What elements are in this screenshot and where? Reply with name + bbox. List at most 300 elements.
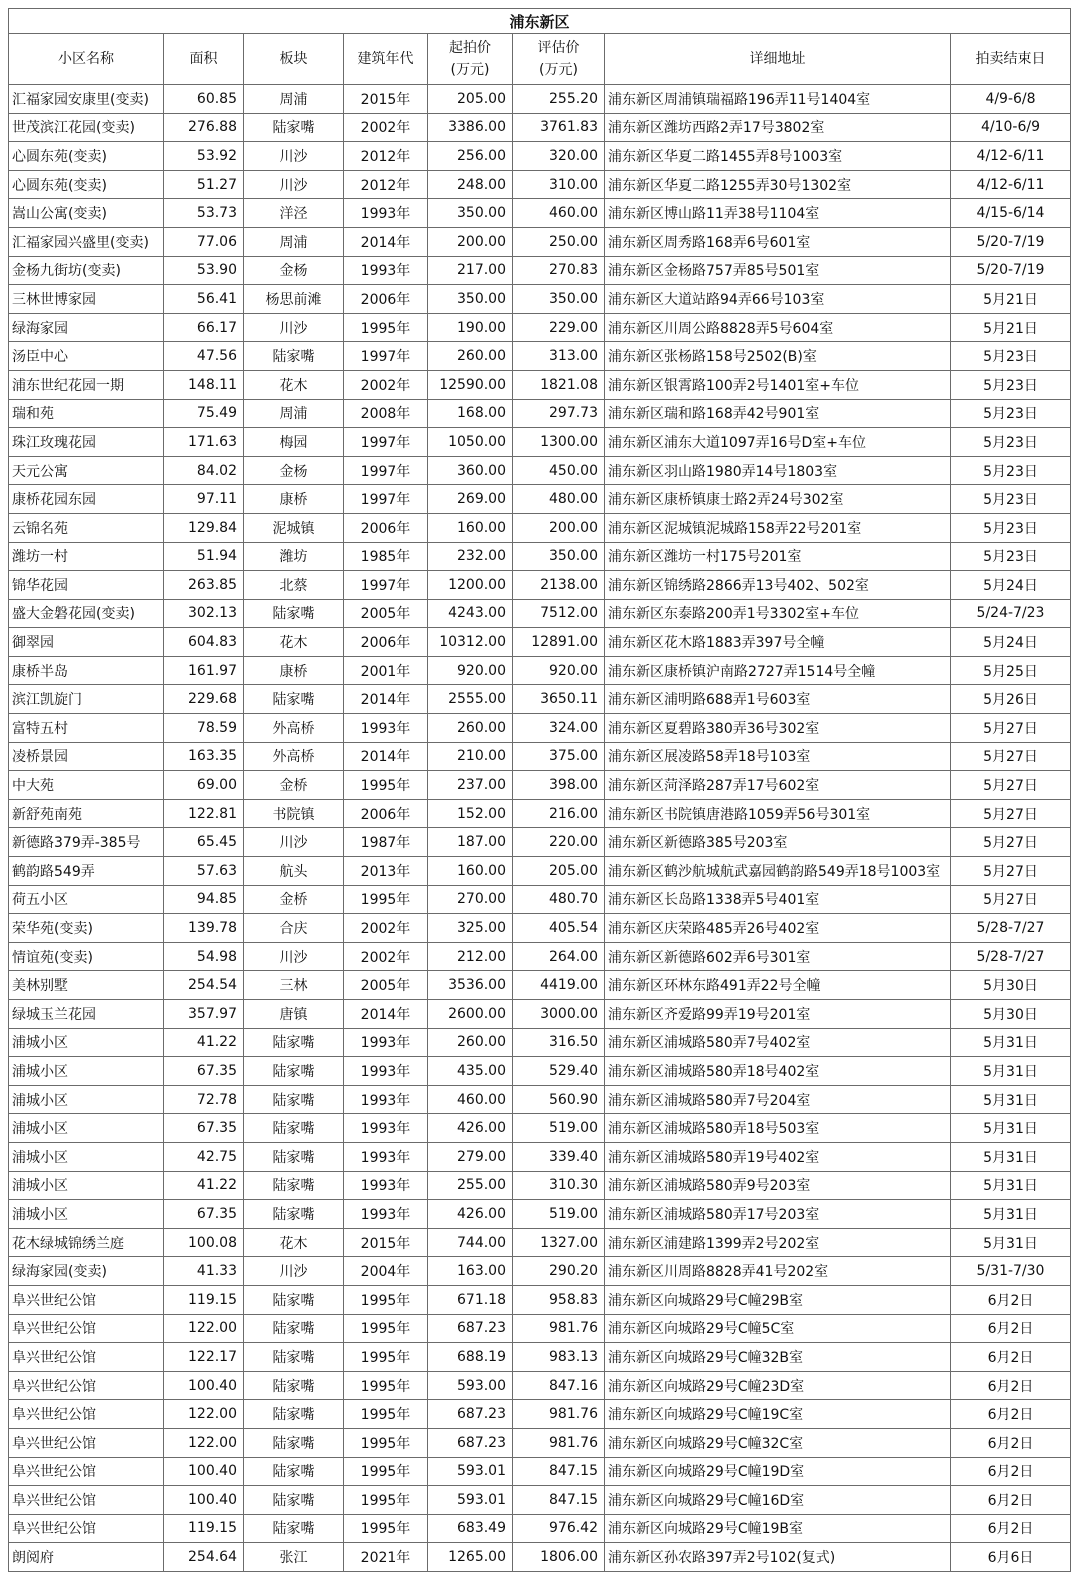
community-name-cell: 汇福家园兴盛里(变卖) [9,227,164,256]
build-year-cell: 2014年 [344,227,428,256]
column-header-auction-end-date: 拍卖结束日 [951,34,1071,85]
district-cell: 陆家嘴 [244,1457,344,1486]
district-cell: 陆家嘴 [244,1343,344,1372]
start-price-cell: 1200.00 [428,571,513,600]
auction-end-date-cell: 5月31日 [951,1171,1071,1200]
start-price-cell: 683.49 [428,1514,513,1543]
auction-table [8,8,1071,1572]
district-cell: 康桥 [244,485,344,514]
table-body [9,85,1071,1572]
district-cell: 洋泾 [244,199,344,228]
build-year-cell: 1987年 [344,828,428,857]
auction-end-date-cell: 5月31日 [951,1228,1071,1257]
table-row [9,1400,1071,1429]
start-price-cell: 260.00 [428,1028,513,1057]
appraisal-price-cell: 981.76 [513,1400,605,1429]
address-cell: 浦东新区花木路1883弄397号全幢 [605,628,951,657]
auction-end-date-cell: 5月27日 [951,714,1071,743]
district-cell: 川沙 [244,942,344,971]
address-cell: 浦东新区浦城路580弄18号503室 [605,1114,951,1143]
auction-end-date-cell: 5月23日 [951,342,1071,371]
address-cell: 浦东新区羽山路1980弄14号1803室 [605,456,951,485]
auction-end-date-cell: 6月6日 [951,1543,1071,1572]
address-cell: 浦东新区浦明路688弄1号603室 [605,685,951,714]
community-name-cell: 阜兴世纪公馆 [9,1457,164,1486]
district-cell: 梅园 [244,428,344,457]
table-row [9,742,1071,771]
area-cell: 69.00 [164,771,244,800]
start-price-cell: 920.00 [428,656,513,685]
district-cell: 金桥 [244,885,344,914]
area-cell: 67.35 [164,1200,244,1229]
start-price-cell: 279.00 [428,1142,513,1171]
auction-end-date-cell: 5月23日 [951,513,1071,542]
column-header-appraisal-price: 评估价 (万元) [513,34,605,85]
build-year-cell: 1993年 [344,199,428,228]
district-cell: 合庆 [244,914,344,943]
start-price-cell: 2600.00 [428,1000,513,1029]
area-cell: 60.85 [164,85,244,114]
appraisal-price-cell: 450.00 [513,456,605,485]
build-year-cell: 1995年 [344,1314,428,1343]
address-cell: 浦东新区展凌路58弄18号103室 [605,742,951,771]
community-name-cell: 新舒苑南苑 [9,799,164,828]
build-year-cell: 2001年 [344,656,428,685]
build-year-cell: 2015年 [344,1228,428,1257]
start-price-cell: 160.00 [428,513,513,542]
address-cell: 浦东新区向城路29号C幢16D室 [605,1486,951,1515]
community-name-cell: 朗阅府 [9,1543,164,1572]
address-cell: 浦东新区齐爱路99弄19号201室 [605,1000,951,1029]
column-header-district: 板块 [244,34,344,85]
table-row [9,599,1071,628]
area-cell: 122.00 [164,1400,244,1429]
address-cell: 浦东新区潍坊西路2弄17号3802室 [605,113,951,142]
address-cell: 浦东新区周浦镇瑞福路196弄11号1404室 [605,85,951,114]
build-year-cell: 1997年 [344,428,428,457]
appraisal-price-cell: 350.00 [513,542,605,571]
table-row [9,1171,1071,1200]
area-cell: 122.00 [164,1314,244,1343]
address-cell: 浦东新区康桥镇沪南路2727弄1514号全幢 [605,656,951,685]
area-cell: 139.78 [164,914,244,943]
table-row [9,1257,1071,1286]
area-cell: 94.85 [164,885,244,914]
start-price-cell: 687.23 [428,1314,513,1343]
appraisal-price-cell: 255.20 [513,85,605,114]
community-name-cell: 浦东世纪花园一期 [9,370,164,399]
area-cell: 100.08 [164,1228,244,1257]
table-row [9,85,1071,114]
auction-end-date-cell: 6月2日 [951,1343,1071,1372]
table-row [9,1543,1071,1572]
address-cell: 浦东新区向城路29号C幢23D室 [605,1371,951,1400]
appraisal-price-cell: 313.00 [513,342,605,371]
district-cell: 花木 [244,628,344,657]
district-cell: 陆家嘴 [244,1314,344,1343]
start-price-cell: 217.00 [428,256,513,285]
appraisal-price-cell: 324.00 [513,714,605,743]
auction-end-date-cell: 5/20-7/19 [951,256,1071,285]
build-year-cell: 2021年 [344,1543,428,1572]
address-cell: 浦东新区东泰路200弄1号3302室+车位 [605,599,951,628]
auction-end-date-cell: 6月2日 [951,1428,1071,1457]
address-cell: 浦东新区向城路29号C幢19B室 [605,1514,951,1543]
appraisal-price-cell: 3761.83 [513,113,605,142]
community-name-cell: 阜兴世纪公馆 [9,1371,164,1400]
address-cell: 浦东新区向城路29号C幢19D室 [605,1457,951,1486]
start-price-cell: 1265.00 [428,1543,513,1572]
auction-end-date-cell: 5月31日 [951,1142,1071,1171]
start-price-cell: 350.00 [428,285,513,314]
district-cell: 陆家嘴 [244,1171,344,1200]
community-name-cell: 瑞和苑 [9,399,164,428]
start-price-cell: 593.01 [428,1457,513,1486]
start-price-cell: 212.00 [428,942,513,971]
address-cell: 浦东新区夏碧路380弄36号302室 [605,714,951,743]
table-row [9,1343,1071,1372]
start-price-cell: 3386.00 [428,113,513,142]
column-header-build-year: 建筑年代 [344,34,428,85]
area-cell: 53.73 [164,199,244,228]
start-price-cell: 168.00 [428,399,513,428]
build-year-cell: 1997年 [344,342,428,371]
build-year-cell: 2012年 [344,142,428,171]
area-cell: 254.64 [164,1543,244,1572]
table-row [9,142,1071,171]
table-row [9,485,1071,514]
appraisal-price-cell: 398.00 [513,771,605,800]
auction-end-date-cell: 5月26日 [951,685,1071,714]
table-row [9,828,1071,857]
area-cell: 41.22 [164,1028,244,1057]
build-year-cell: 2002年 [344,914,428,943]
build-year-cell: 1993年 [344,256,428,285]
start-price-cell: 255.00 [428,1171,513,1200]
community-name-cell: 心圆东苑(变卖) [9,170,164,199]
table-row [9,685,1071,714]
start-price-cell: 200.00 [428,227,513,256]
table-row [9,1457,1071,1486]
district-cell: 三林 [244,971,344,1000]
community-name-cell: 浦城小区 [9,1085,164,1114]
community-name-cell: 富特五村 [9,714,164,743]
build-year-cell: 2002年 [344,370,428,399]
start-price-cell: 187.00 [428,828,513,857]
community-name-cell: 美林别墅 [9,971,164,1000]
address-cell: 浦东新区浦城路580弄19号402室 [605,1142,951,1171]
district-cell: 陆家嘴 [244,1514,344,1543]
build-year-cell: 2006年 [344,513,428,542]
start-price-cell: 260.00 [428,714,513,743]
start-price-cell: 12590.00 [428,370,513,399]
start-price-cell: 1050.00 [428,428,513,457]
district-cell: 金杨 [244,456,344,485]
build-year-cell: 2005年 [344,971,428,1000]
area-cell: 263.85 [164,571,244,600]
column-header-community-name: 小区名称 [9,34,164,85]
auction-end-date-cell: 5月23日 [951,370,1071,399]
appraisal-price-cell: 290.20 [513,1257,605,1286]
build-year-cell: 2002年 [344,113,428,142]
appraisal-price-cell: 976.42 [513,1514,605,1543]
build-year-cell: 1985年 [344,542,428,571]
table-row [9,456,1071,485]
auction-end-date-cell: 5月31日 [951,1028,1071,1057]
district-cell: 金杨 [244,256,344,285]
appraisal-price-cell: 1806.00 [513,1543,605,1572]
area-cell: 53.92 [164,142,244,171]
column-header-start-price: 起拍价 (万元) [428,34,513,85]
community-name-cell: 凌桥景园 [9,742,164,771]
address-cell: 浦东新区长岛路1338弄5号401室 [605,885,951,914]
auction-end-date-cell: 5月27日 [951,799,1071,828]
auction-end-date-cell: 5月27日 [951,857,1071,886]
area-cell: 357.97 [164,1000,244,1029]
auction-end-date-cell: 5/28-7/27 [951,942,1071,971]
address-cell: 浦东新区泥城镇泥城路158弄22号201室 [605,513,951,542]
build-year-cell: 1995年 [344,1457,428,1486]
community-name-cell: 世茂滨江花园(变卖) [9,113,164,142]
district-cell: 泥城镇 [244,513,344,542]
appraisal-price-cell: 847.16 [513,1371,605,1400]
area-cell: 67.35 [164,1114,244,1143]
start-price-cell: 688.19 [428,1343,513,1372]
auction-end-date-cell: 5/20-7/19 [951,227,1071,256]
address-cell: 浦东新区浦城路580弄9号203室 [605,1171,951,1200]
auction-end-date-cell: 5月27日 [951,828,1071,857]
table-row [9,1285,1071,1314]
start-price-cell: 152.00 [428,799,513,828]
start-price-cell: 671.18 [428,1285,513,1314]
district-cell: 陆家嘴 [244,1428,344,1457]
build-year-cell: 1995年 [344,1428,428,1457]
appraisal-price-cell: 519.00 [513,1200,605,1229]
build-year-cell: 2015年 [344,85,428,114]
address-cell: 浦东新区浦城路580弄18号402室 [605,1057,951,1086]
district-cell: 陆家嘴 [244,685,344,714]
table-row [9,285,1071,314]
community-name-cell: 情谊苑(变卖) [9,942,164,971]
district-cell: 陆家嘴 [244,1057,344,1086]
start-price-cell: 687.23 [428,1400,513,1429]
community-name-cell: 浦城小区 [9,1028,164,1057]
appraisal-price-cell: 981.76 [513,1314,605,1343]
start-price-cell: 256.00 [428,142,513,171]
build-year-cell: 1997年 [344,456,428,485]
area-cell: 65.45 [164,828,244,857]
auction-end-date-cell: 5月30日 [951,1000,1071,1029]
area-cell: 51.94 [164,542,244,571]
community-name-cell: 中大苑 [9,771,164,800]
appraisal-price-cell: 250.00 [513,227,605,256]
build-year-cell: 2002年 [344,942,428,971]
district-cell: 川沙 [244,142,344,171]
table-row [9,399,1071,428]
area-cell: 171.63 [164,428,244,457]
appraisal-price-cell: 205.00 [513,857,605,886]
table-row [9,542,1071,571]
address-cell: 浦东新区潍坊一村175号201室 [605,542,951,571]
auction-end-date-cell: 5月31日 [951,1114,1071,1143]
area-cell: 604.83 [164,628,244,657]
district-cell: 潍坊 [244,542,344,571]
appraisal-price-cell: 3000.00 [513,1000,605,1029]
build-year-cell: 1993年 [344,1200,428,1229]
table-row [9,1486,1071,1515]
build-year-cell: 2006年 [344,285,428,314]
community-name-cell: 荷五小区 [9,885,164,914]
table-row [9,513,1071,542]
table-row [9,656,1071,685]
area-cell: 41.22 [164,1171,244,1200]
build-year-cell: 1995年 [344,313,428,342]
area-cell: 148.11 [164,370,244,399]
start-price-cell: 350.00 [428,199,513,228]
table-row [9,370,1071,399]
appraisal-price-cell: 350.00 [513,285,605,314]
area-cell: 122.00 [164,1428,244,1457]
auction-end-date-cell: 5月23日 [951,542,1071,571]
community-name-cell: 锦华花园 [9,571,164,600]
auction-end-date-cell: 6月2日 [951,1285,1071,1314]
start-price-cell: 426.00 [428,1200,513,1229]
district-cell: 川沙 [244,170,344,199]
community-name-cell: 盛大金磐花园(变卖) [9,599,164,628]
build-year-cell: 1997年 [344,571,428,600]
start-price-cell: 210.00 [428,742,513,771]
appraisal-price-cell: 375.00 [513,742,605,771]
district-cell: 陆家嘴 [244,342,344,371]
table-row [9,1057,1071,1086]
auction-end-date-cell: 4/15-6/14 [951,199,1071,228]
address-cell: 浦东新区新德路602弄6号301室 [605,942,951,971]
community-name-cell: 汤臣中心 [9,342,164,371]
appraisal-price-cell: 405.54 [513,914,605,943]
auction-end-date-cell: 6月2日 [951,1486,1071,1515]
appraisal-price-cell: 560.90 [513,1085,605,1114]
table-row [9,571,1071,600]
area-cell: 53.90 [164,256,244,285]
auction-end-date-cell: 5月23日 [951,399,1071,428]
auction-end-date-cell: 5/24-7/23 [951,599,1071,628]
start-price-cell: 10312.00 [428,628,513,657]
appraisal-price-cell: 920.00 [513,656,605,685]
auction-end-date-cell: 5月31日 [951,1200,1071,1229]
address-cell: 浦东新区环林东路491弄22号全幢 [605,971,951,1000]
auction-end-date-cell: 5月24日 [951,571,1071,600]
table-row [9,199,1071,228]
address-cell: 浦东新区周秀路168弄6号601室 [605,227,951,256]
appraisal-price-cell: 270.83 [513,256,605,285]
table-row [9,714,1071,743]
appraisal-price-cell: 958.83 [513,1285,605,1314]
district-cell: 金桥 [244,771,344,800]
build-year-cell: 1995年 [344,1514,428,1543]
address-cell: 浦东新区向城路29号C幢29B室 [605,1285,951,1314]
address-cell: 浦东新区浦城路580弄7号204室 [605,1085,951,1114]
appraisal-price-cell: 297.73 [513,399,605,428]
auction-end-date-cell: 6月2日 [951,1314,1071,1343]
table-row [9,971,1071,1000]
address-cell: 浦东新区向城路29号C幢19C室 [605,1400,951,1429]
community-name-cell: 绿海家园 [9,313,164,342]
table-row [9,628,1071,657]
table-row [9,1228,1071,1257]
address-cell: 浦东新区菏泽路287弄17号602室 [605,771,951,800]
community-name-cell: 新德路379弄-385号 [9,828,164,857]
area-cell: 122.17 [164,1343,244,1372]
build-year-cell: 1995年 [344,885,428,914]
address-cell: 浦东新区庆荣路485弄26号402室 [605,914,951,943]
build-year-cell: 2008年 [344,399,428,428]
build-year-cell: 1995年 [344,1400,428,1429]
area-cell: 42.75 [164,1142,244,1171]
district-cell: 北蔡 [244,571,344,600]
auction-end-date-cell: 5月23日 [951,485,1071,514]
community-name-cell: 浦城小区 [9,1171,164,1200]
start-price-cell: 687.23 [428,1428,513,1457]
auction-end-date-cell: 4/12-6/11 [951,170,1071,199]
address-cell: 浦东新区博山路11弄38号1104室 [605,199,951,228]
auction-end-date-cell: 5月27日 [951,742,1071,771]
build-year-cell: 2013年 [344,857,428,886]
appraisal-price-cell: 529.40 [513,1057,605,1086]
build-year-cell: 2012年 [344,170,428,199]
community-name-cell: 阜兴世纪公馆 [9,1428,164,1457]
table-row [9,857,1071,886]
auction-end-date-cell: 5月21日 [951,313,1071,342]
auction-end-date-cell: 4/9-6/8 [951,85,1071,114]
auction-end-date-cell: 5月31日 [951,1057,1071,1086]
appraisal-price-cell: 480.70 [513,885,605,914]
build-year-cell: 1993年 [344,714,428,743]
start-price-cell: 325.00 [428,914,513,943]
auction-end-date-cell: 5月23日 [951,456,1071,485]
district-cell: 唐镇 [244,1000,344,1029]
district-cell: 杨思前滩 [244,285,344,314]
area-cell: 254.54 [164,971,244,1000]
start-price-cell: 593.00 [428,1371,513,1400]
community-name-cell: 阜兴世纪公馆 [9,1314,164,1343]
appraisal-price-cell: 264.00 [513,942,605,971]
start-price-cell: 270.00 [428,885,513,914]
build-year-cell: 2005年 [344,599,428,628]
address-cell: 浦东新区华夏二路1455弄8号1003室 [605,142,951,171]
appraisal-price-cell: 983.13 [513,1343,605,1372]
community-name-cell: 浦城小区 [9,1142,164,1171]
address-cell: 浦东新区金杨路757弄85号501室 [605,256,951,285]
table-row [9,1200,1071,1229]
district-cell: 张江 [244,1543,344,1572]
community-name-cell: 康桥半岛 [9,656,164,685]
district-cell: 康桥 [244,656,344,685]
table-row [9,942,1071,971]
district-cell: 陆家嘴 [244,1028,344,1057]
community-name-cell: 浦城小区 [9,1114,164,1143]
start-price-cell: 163.00 [428,1257,513,1286]
area-cell: 97.11 [164,485,244,514]
area-cell: 302.13 [164,599,244,628]
start-price-cell: 593.01 [428,1486,513,1515]
appraisal-price-cell: 310.00 [513,170,605,199]
column-header-address: 详细地址 [605,34,951,85]
address-cell: 浦东新区向城路29号C幢5C室 [605,1314,951,1343]
appraisal-price-cell: 460.00 [513,199,605,228]
area-cell: 51.27 [164,170,244,199]
area-cell: 119.15 [164,1285,244,1314]
table-row [9,914,1071,943]
